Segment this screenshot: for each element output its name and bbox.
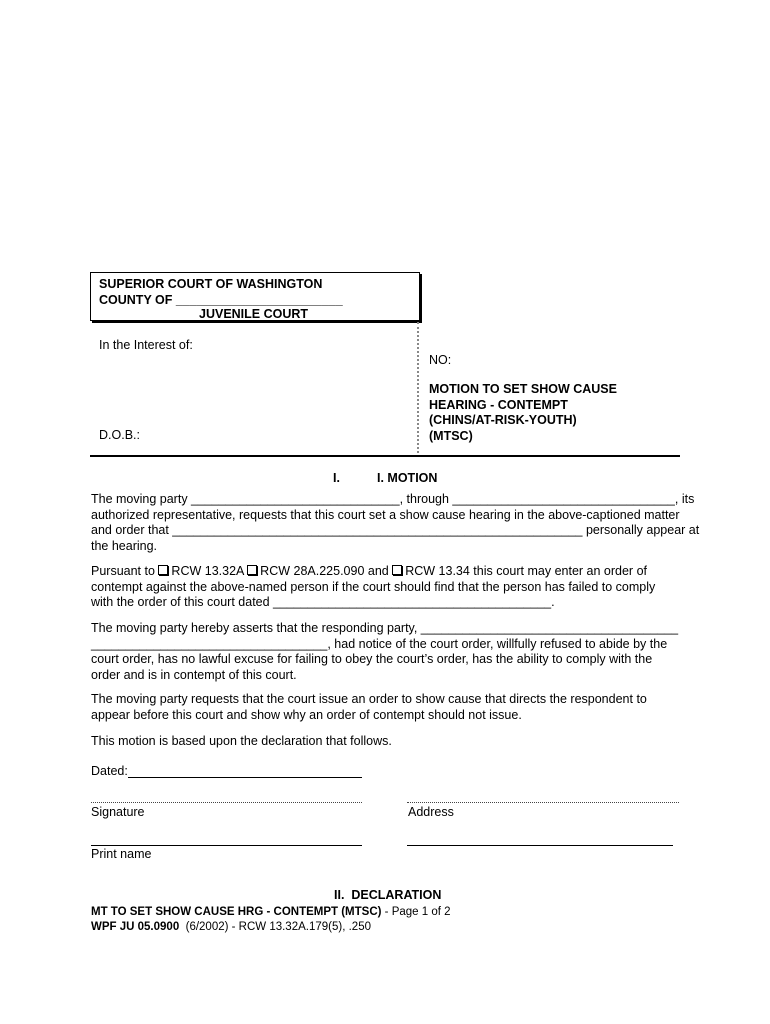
motion-paragraph-3: [91, 621, 683, 683]
dob-label: D.O.B.:: [99, 428, 140, 442]
motion-paragraph-5: This motion is based upon the declaration that follows.: [91, 734, 392, 748]
print-name-line[interactable]: [91, 845, 362, 846]
motion-paragraph-2: [91, 564, 683, 611]
paragraph-line: and order that ___________________________________________________________ personally appear at: [91, 523, 700, 537]
court-name: SUPERIOR COURT OF WASHINGTON: [99, 277, 323, 291]
case-number-label: NO:: [429, 353, 452, 367]
paragraph-line: The moving party requests that the court issue an order to show cause that directs the respondent to: [91, 692, 647, 706]
section-numeral: I.: [333, 471, 340, 485]
title-line: HEARING - CONTEMPT: [429, 397, 568, 412]
title-line: (MTSC): [429, 428, 473, 443]
caption-rule: [90, 455, 680, 457]
address-line[interactable]: [407, 802, 679, 803]
footer-form-number: WPF JU 05.0900: [91, 921, 180, 933]
paragraph-line: authorized representative, requests that this court set a show cause hearing in the above-captioned matter: [91, 507, 680, 522]
caption-divider: [417, 322, 419, 453]
option-rcw-13-34: RCW 13.34 this court may enter an order of: [405, 564, 647, 578]
in-interest-of-label: In the Interest of:: [99, 338, 193, 352]
checkbox-icon[interactable]: [392, 565, 402, 575]
checkbox-icon[interactable]: [247, 565, 257, 575]
paragraph-line: order and is in contempt of this court.: [91, 667, 297, 682]
court-header-box: [90, 272, 420, 321]
document-title: [429, 382, 617, 444]
signature-line[interactable]: [91, 802, 362, 803]
checkbox-icon[interactable]: [158, 565, 168, 575]
address-line-2[interactable]: [407, 845, 673, 846]
paragraph-line: contempt against the above-named person if the court should find that the person has failed to comply: [91, 579, 656, 594]
county-line: COUNTY OF ________________________: [99, 293, 343, 307]
paragraph-line: The moving party ______________________________, through ________________________________, its: [91, 492, 695, 506]
paragraph-line: court order, has no lawful excuse for failing to obey the court’s order, has the ability to comply with the: [91, 652, 653, 666]
footer-statute-ref: (6/2002) - RCW 13.32A.179(5), .250: [179, 921, 371, 933]
motion-paragraph-1: [91, 492, 700, 554]
paragraph-line: appear before this court and show why an order of contempt should not issue.: [91, 707, 522, 722]
paragraph-line: __________________________________, had notice of the court order, willfully refused to abide by the: [91, 636, 668, 651]
paragraph-line: with the order of this court dated ________________________________________.: [91, 595, 555, 609]
dated-line[interactable]: [128, 777, 362, 778]
footer-line-2: [91, 921, 371, 933]
motion-paragraph-4: [91, 692, 683, 723]
pursuant-text: Pursuant to: [91, 564, 155, 578]
footer-page-number: - Page 1 of 2: [381, 906, 451, 918]
section-heading-declaration: II. DECLARATION: [334, 888, 442, 902]
juvenile-court-label: JUVENILE COURT: [199, 307, 309, 321]
paragraph-line: The moving party hereby asserts that the responding party, _____________________________________: [91, 621, 679, 635]
footer-line-1: [91, 906, 451, 918]
signature-label: Signature: [91, 805, 145, 819]
statute-options-line: [91, 564, 683, 580]
print-name-label: Print name: [91, 847, 152, 861]
paragraph-line: the hearing.: [91, 538, 158, 553]
option-rcw-28a: RCW 28A.225.090 and: [260, 564, 389, 578]
option-rcw-13-32a: RCW 13.32A: [171, 564, 244, 578]
dated-label: Dated:: [91, 764, 128, 778]
title-line: MOTION TO SET SHOW CAUSE: [429, 382, 617, 396]
footer-form-title: MT TO SET SHOW CAUSE HRG - CONTEMPT (MTSC): [91, 906, 382, 918]
section-heading-motion: I. MOTION: [377, 471, 438, 485]
address-label: Address: [408, 805, 454, 819]
title-line: (CHINS/AT-RISK-YOUTH): [429, 413, 577, 427]
